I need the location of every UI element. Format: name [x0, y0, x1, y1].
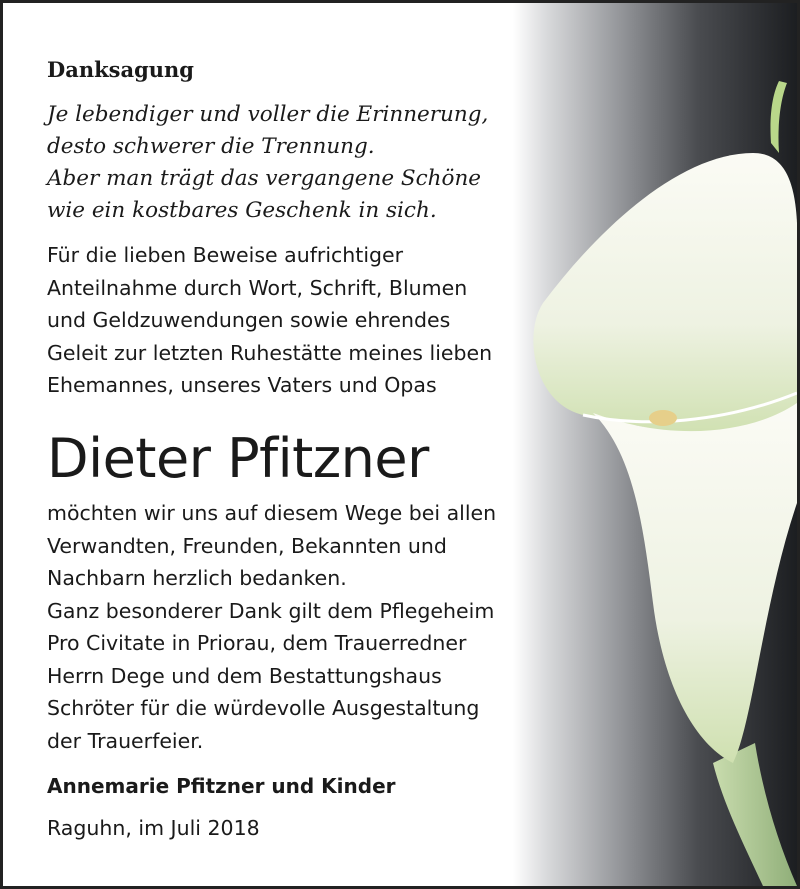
intro-line: Anteilnahme durch Wort, Schrift, Blumen: [47, 275, 468, 300]
quote-line: desto schwerer die Trennung.: [47, 134, 375, 159]
intro-line: Für die lieben Beweise aufrichtiger: [47, 243, 404, 267]
thanks-line: Pro Civitate in Priorau, dem Trauerredner: [47, 631, 467, 655]
thanks-line: Herrn Dege und dem Bestattungshaus: [47, 663, 442, 688]
thanks-line: Nachbarn herzlich bedanken.: [47, 566, 347, 590]
quote: [47, 99, 488, 227]
thanks-line: Schröter für die würdevolle Ausgestaltung: [47, 696, 480, 720]
heading: Danksagung: [47, 57, 194, 82]
intro-line: und Geldzuwendungen sowie ehrendes: [47, 308, 451, 332]
thanks-line: der Trauerfeier.: [47, 728, 204, 753]
intro-line: Geleit zur letzten Ruhestätte meines lieben: [47, 340, 493, 365]
thanks-line: Verwandten, Freunden, Bekannten und: [47, 533, 447, 558]
thanks-line: Ganz besonderer Dank gilt dem Pflegeheim: [47, 598, 495, 623]
thanks-line: möchten wir uns auf diesem Wege bei allen: [47, 501, 497, 525]
quote-line: Aber man trägt das vergangene Schöne: [47, 166, 482, 191]
signature: Annemarie Pfitzner und Kinder: [47, 774, 396, 798]
calla-lily-image: [523, 3, 797, 886]
place-date: Raguhn, im Juli 2018: [47, 816, 260, 840]
quote-line: Je lebendiger und voller die Erinnerung,: [47, 102, 489, 127]
thanks-text: [47, 497, 496, 757]
quote-line: wie ein kostbares Geschenk in sich.: [47, 198, 437, 223]
deceased-name: Dieter Pfitzner: [47, 427, 429, 490]
intro-line: Ehemannes, unseres Vaters und Opas: [47, 373, 437, 397]
intro-text: [47, 239, 492, 402]
